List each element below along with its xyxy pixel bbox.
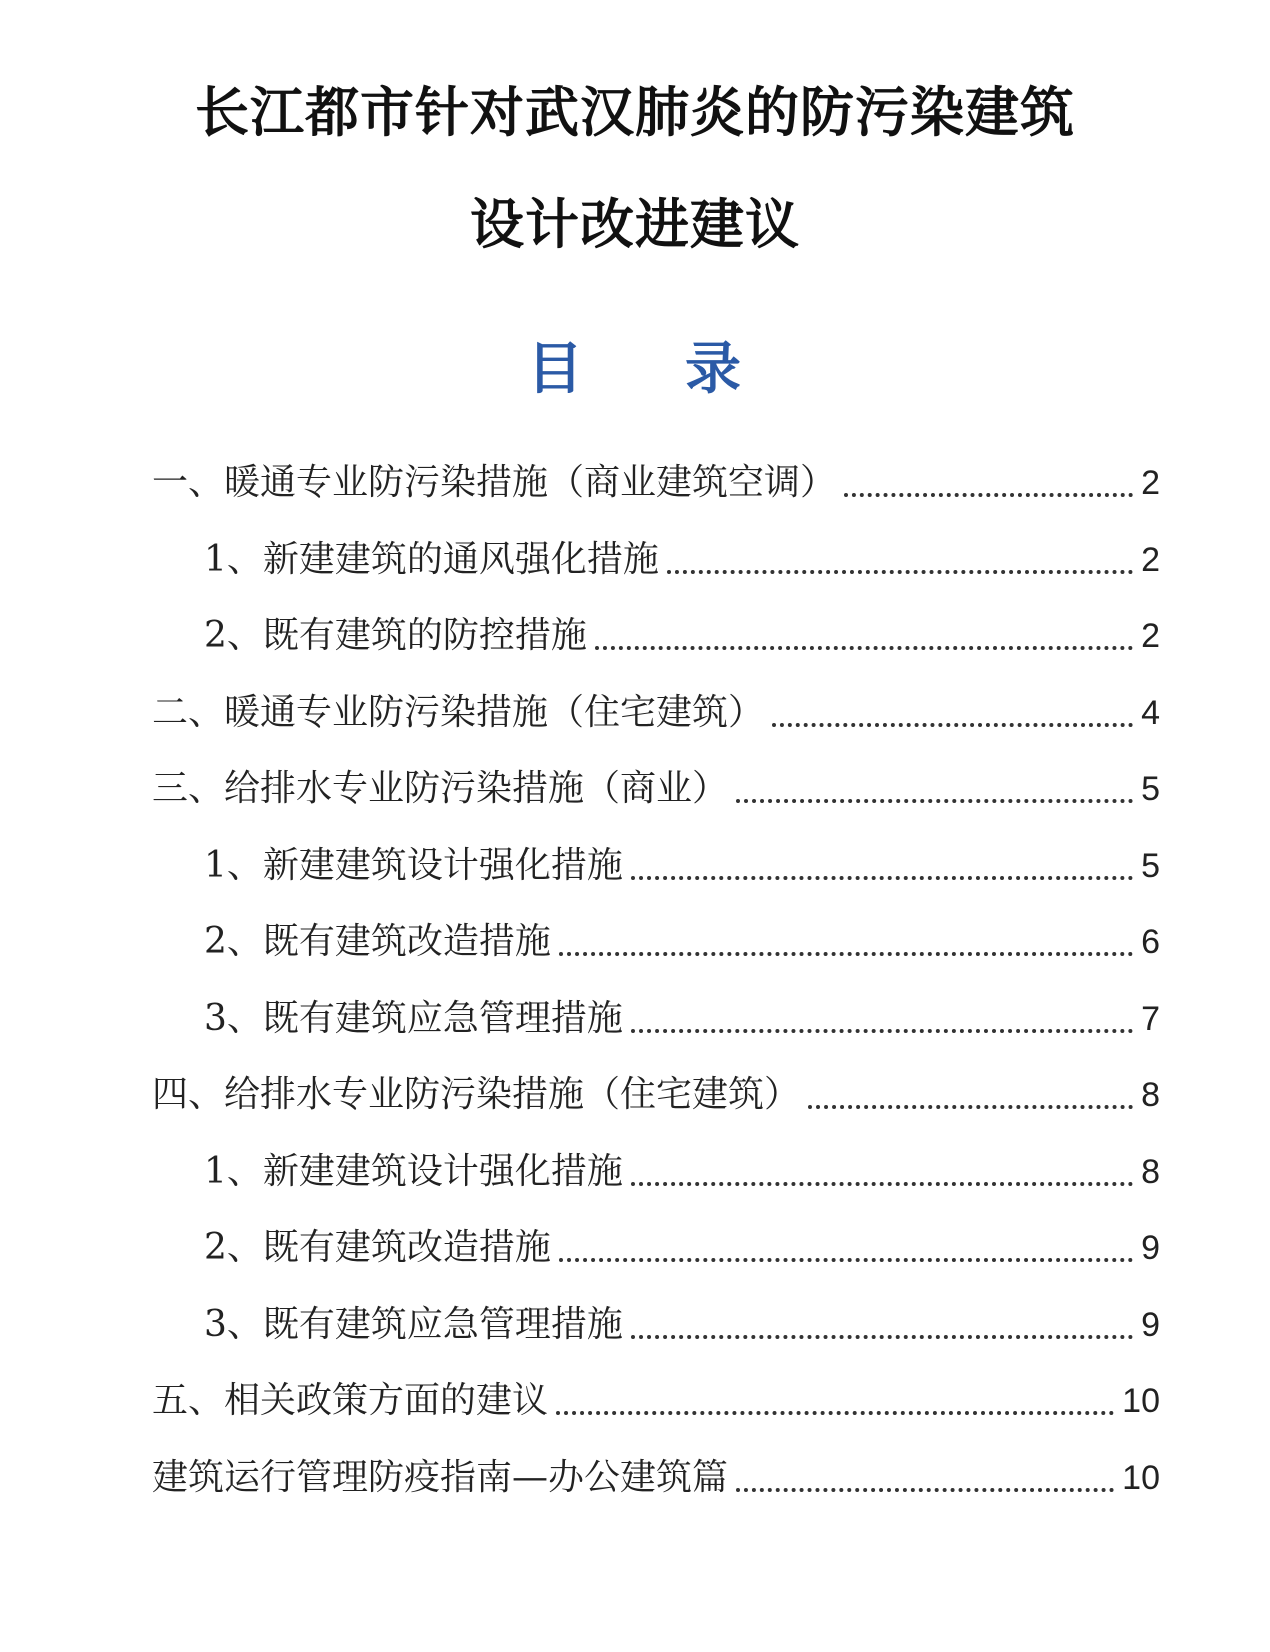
toc-entry-page: 4 xyxy=(1141,694,1160,732)
toc-entry-text: 四、给排水专业防污染措施（住宅建筑） xyxy=(152,1074,801,1115)
toc-entry-leader xyxy=(736,1484,1114,1492)
toc-entry-page: 10 xyxy=(1122,1382,1160,1420)
toc-entry-page: 9 xyxy=(1141,1229,1160,1267)
toc-entry-leader xyxy=(736,795,1133,803)
toc-entry-leader xyxy=(559,948,1133,956)
toc-entry[interactable] xyxy=(204,1300,1160,1350)
toc-entry-page: 2 xyxy=(1141,541,1160,579)
document-title-line-1: 长江都市针对武汉肺炎的防污染建筑 xyxy=(195,81,1075,144)
toc-entry[interactable] xyxy=(204,1147,1160,1197)
toc-entry-leader xyxy=(844,489,1133,497)
toc-entry-text: 2、既有建筑改造措施 xyxy=(204,1227,551,1268)
toc-entry-text: 1、新建建筑设计强化措施 xyxy=(204,1151,623,1192)
toc-entry-leader xyxy=(595,642,1133,650)
document-title-line-2: 设计改进建议 xyxy=(470,193,800,256)
toc-entry-leader xyxy=(556,1407,1114,1415)
toc-entry-text: 一、暖通专业防污染措施（商业建筑空调） xyxy=(152,462,837,503)
toc-entry[interactable] xyxy=(204,917,1160,967)
toc-entry-text: 建筑运行管理防疫指南—办公建筑篇 xyxy=(152,1457,729,1498)
toc-entry-text: 3、既有建筑应急管理措施 xyxy=(204,1304,623,1345)
toc-entry-text: 五、相关政策方面的建议 xyxy=(152,1380,549,1421)
toc-entry-page: 8 xyxy=(1141,1076,1160,1114)
toc-entry-leader xyxy=(631,1178,1133,1186)
toc-entry[interactable] xyxy=(204,611,1160,661)
toc-entry-page: 5 xyxy=(1141,770,1160,808)
toc-entry-page: 2 xyxy=(1141,617,1160,655)
toc-entry-text: 1、新建建筑的通风强化措施 xyxy=(204,539,659,580)
toc-entry-leader xyxy=(559,1254,1133,1262)
toc-entry-leader xyxy=(808,1101,1133,1109)
toc-entry[interactable] xyxy=(152,1376,1160,1426)
toc-entry-text: 2、既有建筑改造措施 xyxy=(204,921,551,962)
toc-entry[interactable] xyxy=(152,764,1160,814)
toc-entry[interactable] xyxy=(204,1223,1160,1273)
toc-entry-leader xyxy=(631,1025,1133,1033)
toc-entry-page: 10 xyxy=(1122,1459,1160,1497)
toc-entry-text: 2、既有建筑的防控措施 xyxy=(204,615,587,656)
toc-entry[interactable] xyxy=(152,1453,1160,1503)
toc-entry[interactable] xyxy=(204,535,1160,585)
toc-entry-page: 2 xyxy=(1141,464,1160,502)
toc-entry[interactable] xyxy=(204,841,1160,891)
toc-heading-char-2: 录 xyxy=(685,337,743,402)
toc-entry[interactable] xyxy=(152,688,1160,738)
toc-entry-leader xyxy=(631,872,1133,880)
toc-entry-leader xyxy=(772,719,1133,727)
toc-entry-text: 二、暖通专业防污染措施（住宅建筑） xyxy=(152,692,765,733)
toc-heading xyxy=(0,335,1270,405)
toc-entry-page: 6 xyxy=(1141,923,1160,961)
toc-entry-page: 8 xyxy=(1141,1153,1160,1191)
toc-entry-leader xyxy=(631,1331,1133,1339)
toc-entry-text: 3、既有建筑应急管理措施 xyxy=(204,998,623,1039)
toc-entry-text: 三、给排水专业防污染措施（商业） xyxy=(152,768,729,809)
toc-heading-char-1: 目 xyxy=(527,337,585,402)
toc-entry[interactable] xyxy=(204,994,1160,1044)
toc-entry-page: 5 xyxy=(1141,847,1160,885)
toc-entry-leader xyxy=(667,566,1133,574)
toc-entry-page: 7 xyxy=(1141,1000,1160,1038)
toc-entry-page: 9 xyxy=(1141,1306,1160,1344)
toc-entry[interactable] xyxy=(152,458,1160,508)
toc-entry[interactable] xyxy=(152,1070,1160,1120)
toc-entry-text: 1、新建建筑设计强化措施 xyxy=(204,845,623,886)
